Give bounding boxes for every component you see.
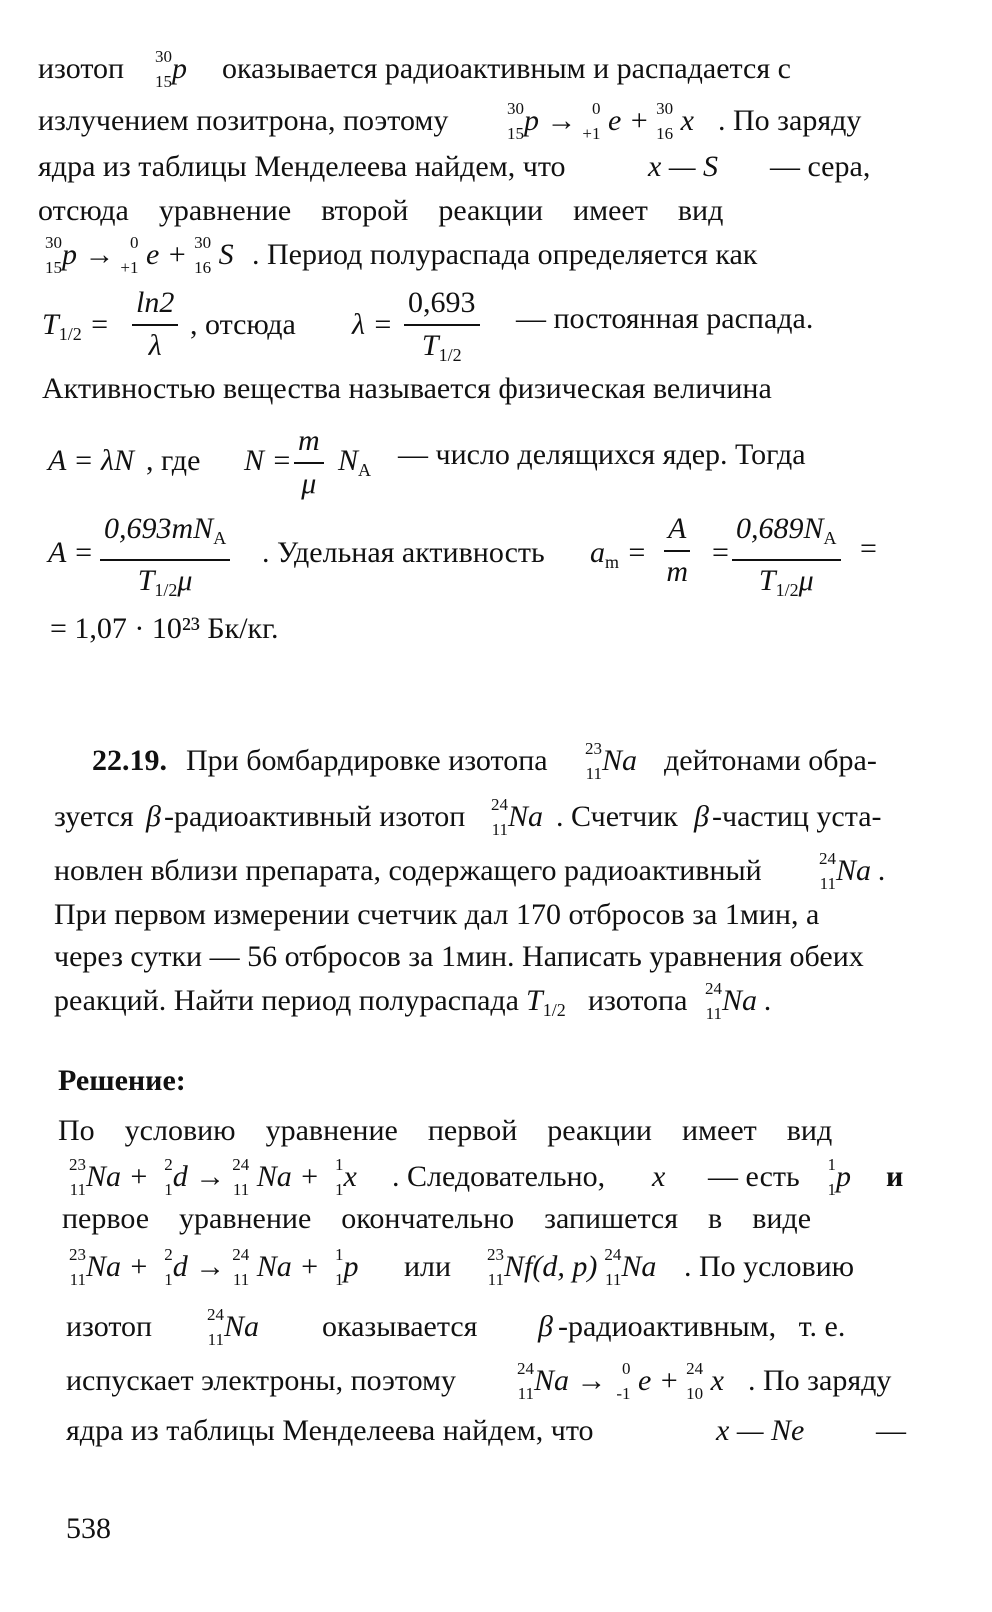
text: -частиц уста-	[712, 800, 882, 833]
equation-p-decay: 30 15 p → 0 +1 e + 30 16 x	[507, 99, 694, 143]
text: При бомбардировке изотопа	[186, 744, 548, 777]
fraction-activity: $0,693mN_A$ $T_{1/2}\mu$	[100, 508, 230, 610]
text: или	[404, 1250, 452, 1283]
text: , отсюда	[190, 308, 296, 341]
isotope-na24: 24 11 Na	[207, 1305, 260, 1349]
text: -радиоактивным, т. е.	[558, 1310, 846, 1343]
text: — число делящихся ядер. Тогда	[398, 438, 806, 471]
text-line	[0, 1305, 992, 1362]
text: ядра из таблицы Менделеева найдем, что	[38, 150, 566, 183]
math-t-half: $T_{1/2}$	[526, 984, 566, 1020]
result-text: = 1,07 · 10²³ Бк/кг.	[50, 612, 279, 645]
text: отсюда уравнение второй реакции имеет вид	[38, 194, 724, 227]
text: . Период полураспада определяется как	[252, 238, 758, 271]
text: — постоянная распада.	[516, 302, 814, 335]
text: оказывается	[322, 1310, 478, 1343]
text: изотоп	[66, 1310, 153, 1343]
text-line	[0, 1064, 992, 1116]
equation-reaction-1-short: 23 11 Nf(d, p) 24 11 Na	[487, 1245, 657, 1289]
math-beta: β	[538, 1310, 553, 1343]
text: изотопа	[588, 984, 688, 1017]
text: При первом измерении счетчик дал 170 отбросов за 1мин, а	[54, 898, 820, 931]
equals-sign: =	[860, 532, 877, 565]
text-line	[0, 739, 992, 796]
text: через сутки — 56 отбросов за 1мин. Написать уравнения обеих	[54, 940, 864, 973]
fraction-specific-activity: $\frac{0,689N_A}{T_{1/2}\mu}$	[732, 508, 841, 610]
text-line	[0, 47, 992, 104]
text: . По заряду	[718, 104, 862, 137]
page-number: 538	[66, 1512, 111, 1545]
text: и	[886, 1160, 904, 1193]
math-x-ne: x — Ne	[716, 1414, 805, 1447]
equation-reaction-1-final: 23 11 Na + 2 1 d → 24 11 Na + 1 1 p	[69, 1245, 359, 1289]
isotope-na23: 23 11 Na	[585, 739, 638, 783]
isotope-na24: 24 11 Na	[491, 795, 544, 839]
math-t-half: $T_{1/2}$ =	[42, 308, 110, 344]
text: изотоп	[38, 52, 125, 85]
text: —	[876, 1414, 906, 1447]
text: . Удельная активность	[262, 536, 545, 569]
math-beta: β	[146, 800, 161, 833]
math-a-lambda-n: A = λN	[48, 444, 135, 477]
text-line	[0, 1114, 992, 1166]
formula-line	[0, 282, 992, 372]
text: дейтонами обра-	[664, 744, 877, 777]
formula-line	[0, 508, 992, 608]
fraction-ln2: $\frac{\ln 2}{\lambda}$	[132, 282, 178, 366]
problem-number: 22.19.	[92, 744, 167, 777]
equals-sign: =	[712, 536, 729, 569]
text: первое уравнение окончательно запишется в виде	[62, 1202, 812, 1235]
text: -радиоактивный изотоп	[164, 800, 466, 833]
solution-heading: Решение:	[58, 1064, 186, 1097]
text: реакций. Найти период полураспада	[54, 984, 519, 1017]
text-line	[0, 979, 992, 1036]
text: — сера,	[770, 150, 871, 183]
math-x-s: x — S	[648, 150, 718, 183]
text-line	[0, 612, 992, 664]
math-am-eq: $a_m$ =	[590, 536, 647, 572]
text: . Следовательно,	[392, 1160, 606, 1193]
text: — есть	[708, 1160, 800, 1193]
isotope-p1: 1 1 p	[827, 1155, 851, 1199]
math-na: $N_A$	[338, 444, 372, 480]
text: . По условию	[684, 1250, 855, 1283]
isotope-na24: 24 11 Na .	[819, 849, 887, 893]
math-a-eq: A =	[48, 536, 94, 569]
text: новлен вблизи препарата, содержащего радиоактивный	[54, 854, 762, 887]
text: излучением позитрона, поэтому	[38, 104, 449, 137]
math-lambda: λ =	[352, 308, 393, 341]
math-x: x	[652, 1160, 666, 1193]
text: По условию уравнение первой реакции имеет вид	[58, 1114, 833, 1147]
math-beta: β	[694, 800, 709, 833]
text-line	[0, 99, 992, 156]
text-line	[0, 1359, 992, 1416]
text: испускает электроны, поэтому	[66, 1364, 457, 1397]
text: . Счетчик	[556, 800, 678, 833]
equation-p-to-s: 30 15 p → 0 +1 e + 30 16 S	[45, 233, 234, 277]
formula-line	[0, 424, 992, 508]
text: ядра из таблицы Менделеева найдем, что	[66, 1414, 594, 1447]
text: Активностью вещества называется физическая величина	[42, 372, 772, 405]
text: зуется	[54, 800, 134, 833]
math-n-eq: N =	[244, 444, 292, 477]
text-line	[0, 1414, 992, 1466]
isotope-p30: 30 15 p	[155, 47, 187, 91]
equation-na-decay: 24 11 Na → 0 -1 e + 24 10 x	[517, 1359, 724, 1403]
text-line	[0, 1245, 992, 1302]
fraction-m-mu: $\frac{m}{\mu}$	[294, 420, 324, 504]
text: оказывается радиоактивным и распадается с	[222, 52, 791, 85]
isotope-na24: 24 11 Na .	[705, 979, 773, 1023]
fraction-lambda: $\frac{0,693}{T_{1/2}}$	[404, 282, 480, 375]
fraction-a-m: $\frac{A}{m}$	[664, 508, 690, 592]
text: , где	[146, 444, 201, 477]
text-line	[0, 372, 992, 424]
text: . По заряду	[748, 1364, 892, 1397]
equation-reaction-1: 23 11 Na + 2 1 d → 24 11 Na + 1 1 x	[69, 1155, 357, 1199]
text-line	[0, 795, 992, 852]
